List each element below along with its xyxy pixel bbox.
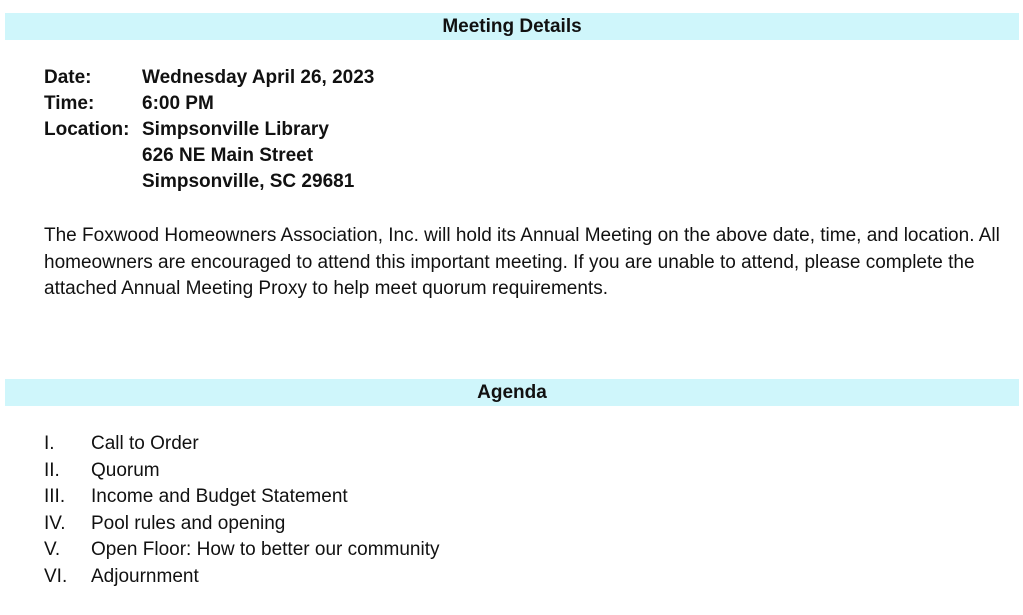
location-line-street: 626 NE Main Street: [142, 145, 314, 166]
date-row: [44, 65, 374, 91]
agenda-item: [44, 511, 439, 538]
time-value: 6:00 PM: [142, 93, 214, 114]
agenda-item: [44, 484, 439, 511]
agenda-item-number: I.: [44, 433, 55, 454]
agenda-item-text: Adjournment: [91, 565, 199, 587]
location-row: [44, 117, 374, 195]
location-value: [142, 117, 354, 195]
agenda-header: Agenda: [5, 379, 1019, 406]
meeting-details-block: [44, 65, 374, 195]
agenda-item-text: Quorum: [91, 459, 160, 481]
date-label: Date:: [44, 67, 92, 88]
agenda-item: [44, 537, 439, 564]
agenda-item-text: Pool rules and opening: [91, 512, 286, 534]
agenda-item-number: IV.: [44, 512, 66, 534]
agenda-list: [44, 431, 439, 590]
agenda-item-number: III.: [44, 486, 66, 507]
agenda-item-number: VI.: [44, 565, 68, 587]
meeting-details-header: Meeting Details: [5, 13, 1019, 40]
time-label: Time:: [44, 93, 95, 114]
agenda-item: [44, 564, 439, 591]
agenda-item-number: II.: [44, 459, 60, 481]
agenda-item-text: Income and Budget Statement: [91, 486, 348, 507]
agenda-item-text: Call to Order: [91, 433, 199, 454]
notice-paragraph: The Foxwood Homeowners Association, Inc. will hold its Annual Meeting on the above date, time, and location. All homeowners are encouraged to attend this important meeting. If you are unable to attend, please complete the attached Annual Meeting Proxy to help meet quorum requirements.: [44, 225, 1000, 299]
location-line-venue: Simpsonville Library: [142, 119, 329, 140]
time-row: [44, 91, 374, 117]
agenda-item: [44, 458, 439, 485]
agenda-item-number: V.: [44, 539, 61, 560]
date-value: Wednesday April 26, 2023: [142, 67, 375, 88]
agenda-item-text: Open Floor: How to better our community: [91, 539, 440, 560]
agenda-item: [44, 431, 439, 458]
location-label: Location:: [44, 119, 130, 140]
location-line-city: Simpsonville, SC 29681: [142, 171, 355, 192]
